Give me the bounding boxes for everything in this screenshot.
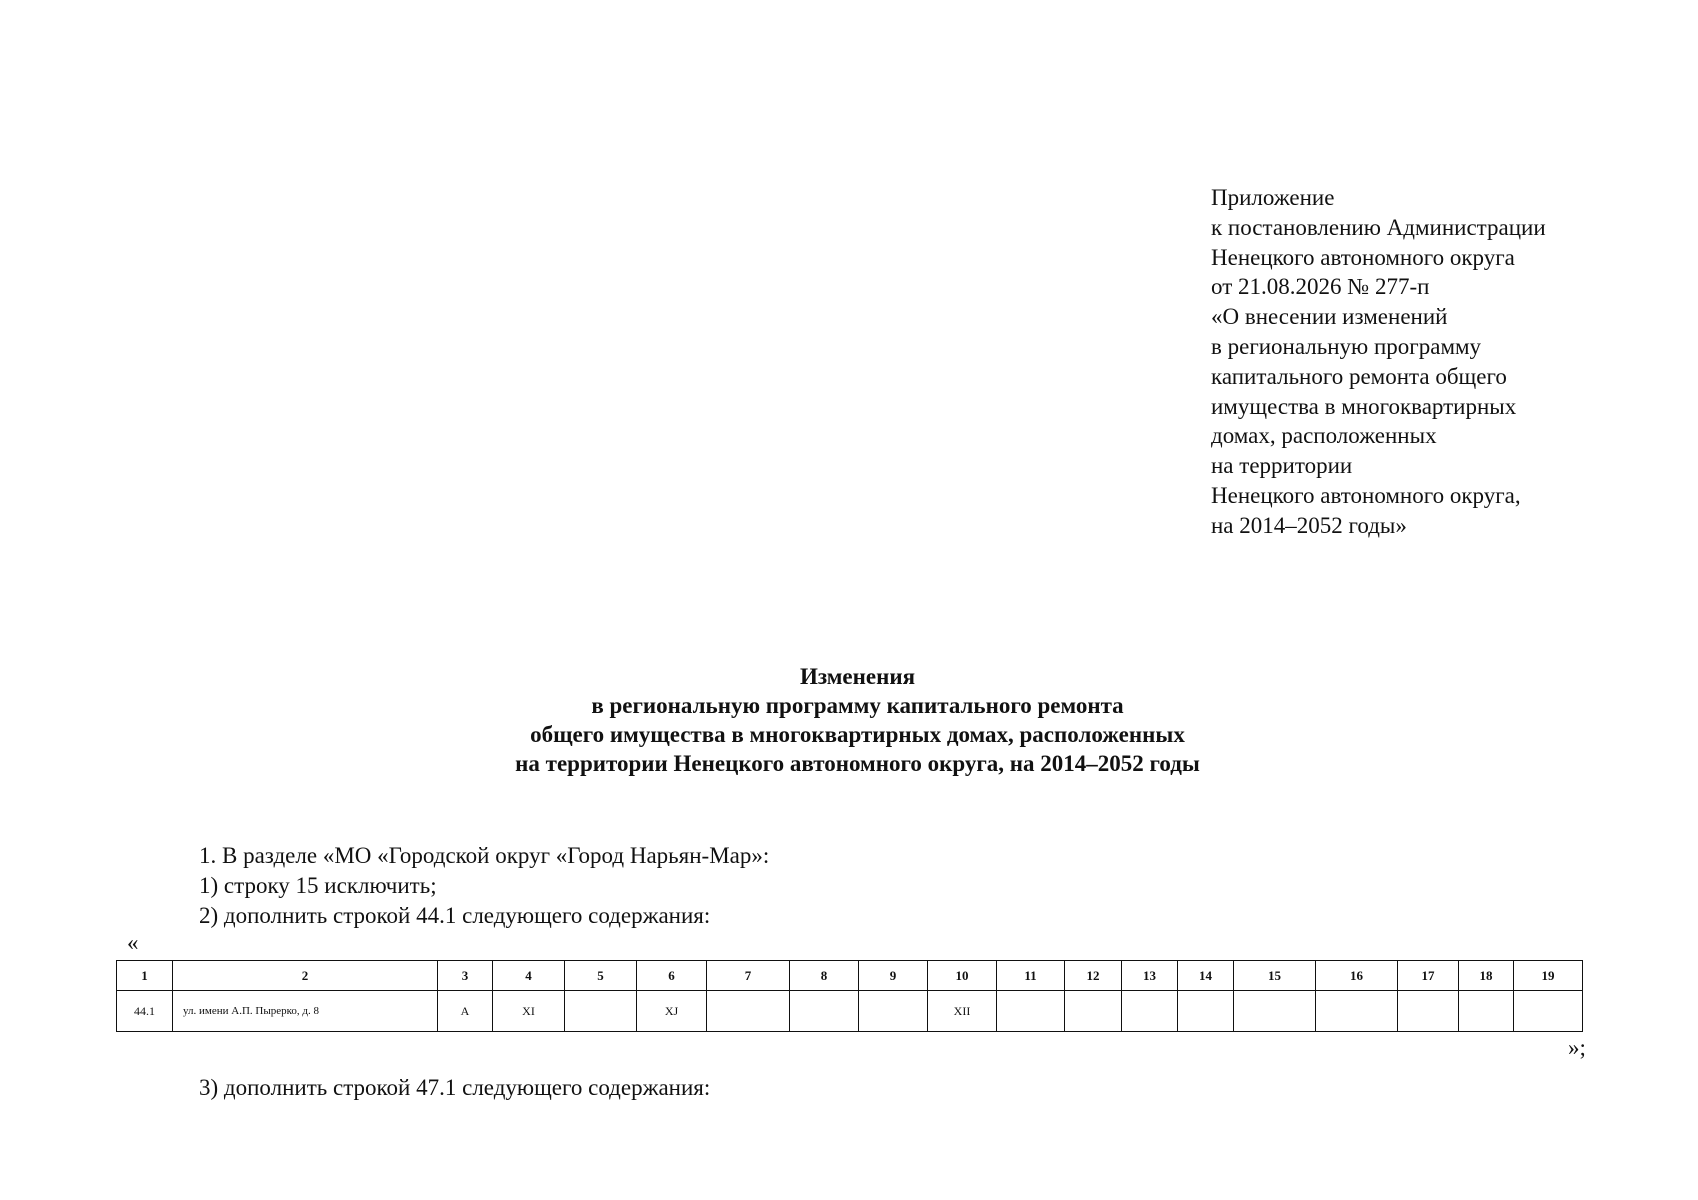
column-header: 17 <box>1398 961 1459 991</box>
column-header: 8 <box>790 961 859 991</box>
column-header: 14 <box>1178 961 1234 991</box>
document-title <box>360 662 1355 778</box>
appendix-line: на территории <box>1211 453 1353 479</box>
subitem-2-text: 2) дополнить строкой 44.1 следующего содержания: <box>199 903 711 928</box>
column-header: 4 <box>493 961 565 991</box>
title-line: Изменения <box>799 664 916 689</box>
title-line: общего имущества в многоквартирных домах, расположенных <box>530 722 1185 747</box>
appendix-line: имущества в многоквартирных <box>1211 393 1517 419</box>
appendix-block <box>1211 183 1546 541</box>
appendix-line: Приложение <box>1211 185 1335 210</box>
column-header: 13 <box>1122 961 1178 991</box>
table-cell <box>859 991 928 1032</box>
subitem-3-text: 3) дополнить строкой 47.1 следующего содержания: <box>199 1075 711 1100</box>
table-cell <box>1398 991 1459 1032</box>
column-header: 15 <box>1234 961 1316 991</box>
column-header: 3 <box>438 961 493 991</box>
table-row <box>117 991 1583 1032</box>
appendix-line: к постановлению Администрации <box>1211 214 1546 240</box>
opening-quote: « <box>127 930 139 955</box>
column-header: 2 <box>173 961 438 991</box>
table-cell <box>1514 991 1583 1032</box>
table-cell <box>997 991 1065 1032</box>
table-header-row <box>117 961 1583 991</box>
column-header: 18 <box>1459 961 1514 991</box>
appendix-line: Ненецкого автономного округа <box>1211 244 1515 270</box>
table-cell <box>1316 991 1398 1032</box>
column-header: 10 <box>928 961 997 991</box>
column-header: 5 <box>565 961 637 991</box>
column-header: 11 <box>997 961 1065 991</box>
item-1-text: 1. В разделе «МО «Городской округ «Город Нарьян-Мар»: <box>199 843 770 868</box>
appendix-line: капитального ремонта общего <box>1211 363 1507 389</box>
table-cell: 44.1 <box>117 991 173 1032</box>
appendix-line: от 21.08.2026 № 277-п <box>1211 274 1430 300</box>
table-cell: XI <box>493 991 565 1032</box>
column-header: 6 <box>637 961 707 991</box>
table-cell <box>1459 991 1514 1032</box>
closing-quote: »; <box>1568 1035 1586 1060</box>
appendix-line: в региональную программу <box>1211 333 1482 359</box>
table-cell <box>1065 991 1122 1032</box>
appendix-line: на 2014–2052 годы» <box>1211 512 1407 538</box>
column-header: 12 <box>1065 961 1122 991</box>
address-cell: ул. имени А.П. Пырерко, д. 8 <box>173 991 438 1032</box>
appendix-line: «О внесении изменений <box>1211 304 1448 330</box>
amendment-table <box>116 960 1583 1032</box>
table-cell <box>707 991 790 1032</box>
column-header: 1 <box>117 961 173 991</box>
subitem-1-text: 1) строку 15 исключить; <box>199 873 437 898</box>
appendix-line: домах, расположенных <box>1211 423 1437 449</box>
appendix-line: Ненецкого автономного округа, <box>1211 482 1521 508</box>
table-cell: А <box>438 991 493 1032</box>
table-cell <box>1122 991 1178 1032</box>
title-line: на территории Ненецкого автономного округа, на 2014–2052 годы <box>515 751 1200 776</box>
column-header: 9 <box>859 961 928 991</box>
title-line: в региональную программу капитального ремонта <box>591 693 1124 718</box>
table-cell <box>1234 991 1316 1032</box>
column-header: 19 <box>1514 961 1583 991</box>
table-cell <box>790 991 859 1032</box>
table-cell: XII <box>928 991 997 1032</box>
table-cell: XJ <box>637 991 707 1032</box>
table-cell <box>1178 991 1234 1032</box>
column-header: 16 <box>1316 961 1398 991</box>
table-cell <box>565 991 637 1032</box>
column-header: 7 <box>707 961 790 991</box>
